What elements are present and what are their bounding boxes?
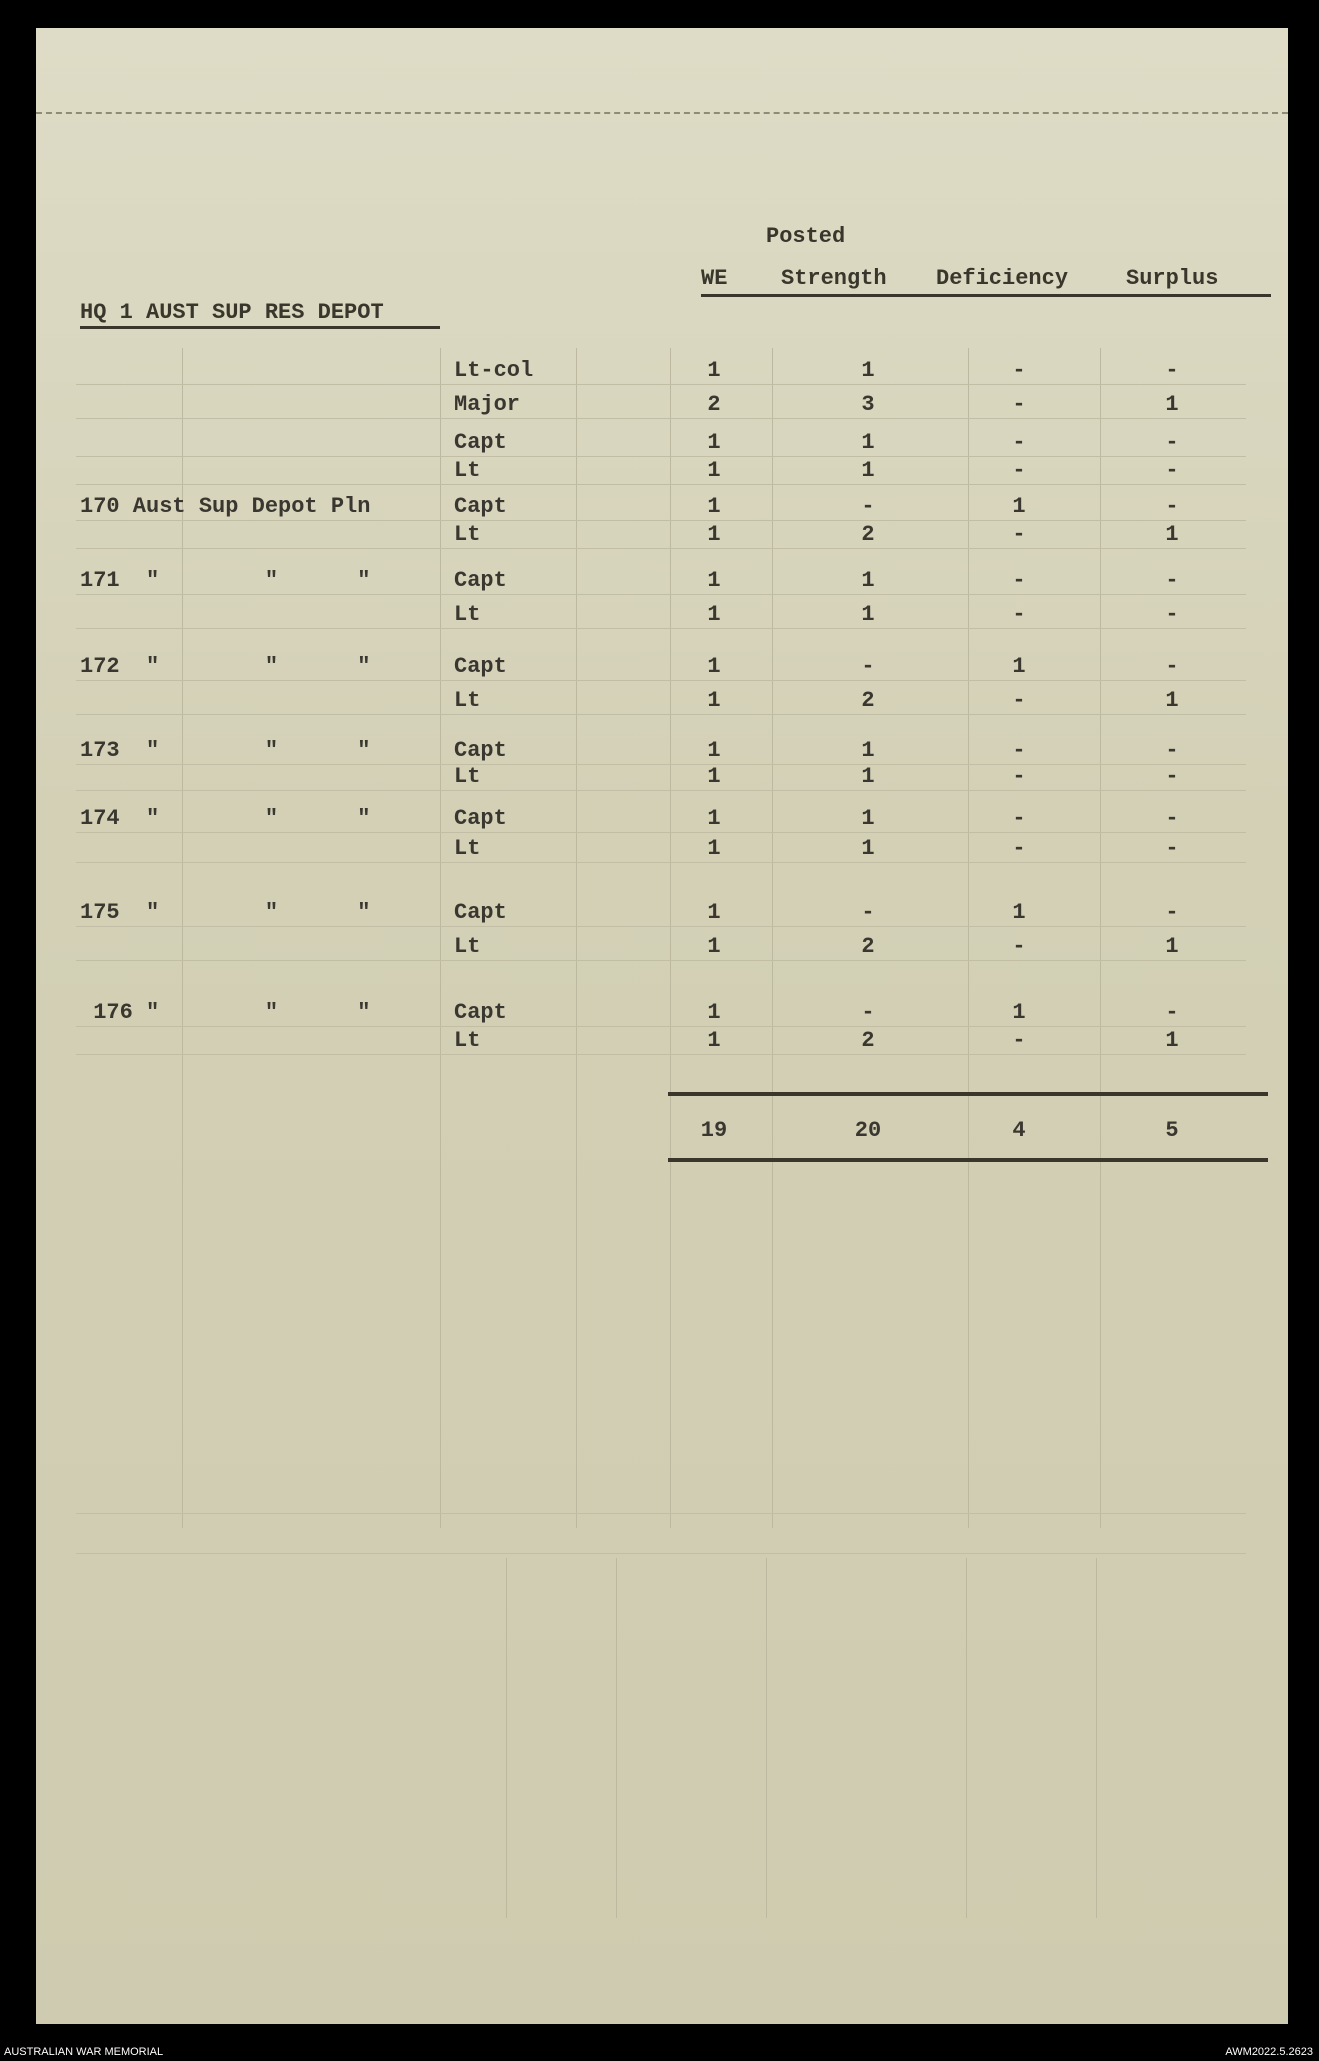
- row-we: 1: [707, 568, 721, 593]
- row-rule: [76, 456, 1246, 457]
- row-deficiency: -: [1012, 1028, 1026, 1053]
- totals-rule-bottom: [668, 1158, 1268, 1162]
- row-rule: [76, 714, 1246, 715]
- totals-rule-top: [668, 1092, 1268, 1096]
- form-grid-line: [440, 348, 441, 1528]
- row-strength: -: [861, 1000, 875, 1025]
- row-deficiency: -: [1012, 458, 1026, 483]
- row-rule: [76, 862, 1246, 863]
- form-grid-line: [766, 1558, 767, 1918]
- row-rule: [76, 926, 1246, 927]
- form-grid-line: [1100, 348, 1101, 1528]
- row-we: 1: [707, 358, 721, 383]
- row-deficiency: 1: [1012, 494, 1026, 519]
- row-strength: 3: [861, 392, 875, 417]
- row-unit: 176 " " ": [80, 1000, 371, 1025]
- row-surplus: 1: [1165, 392, 1179, 417]
- row-surplus: -: [1165, 654, 1179, 679]
- row-we: 1: [707, 934, 721, 959]
- row-surplus: -: [1165, 458, 1179, 483]
- row-we: 1: [707, 688, 721, 713]
- form-grid-line: [772, 348, 773, 1528]
- row-surplus: 1: [1165, 522, 1179, 547]
- row-surplus: -: [1165, 836, 1179, 861]
- row-unit: 174 " " ": [80, 806, 371, 831]
- row-deficiency: -: [1012, 688, 1026, 713]
- row-we: 1: [707, 836, 721, 861]
- row-rule: [76, 764, 1246, 765]
- row-surplus: 1: [1165, 688, 1179, 713]
- row-rule: [76, 1054, 1246, 1055]
- row-rank: Capt: [454, 1000, 507, 1025]
- row-rule: [76, 548, 1246, 549]
- row-we: 1: [707, 522, 721, 547]
- row-deficiency: 1: [1012, 1000, 1026, 1025]
- footer-left: AUSTRALIAN WAR MEMORIAL: [4, 2046, 164, 2058]
- row-rank: Lt: [454, 458, 481, 483]
- form-grid-line: [76, 1513, 1246, 1514]
- row-deficiency: -: [1012, 806, 1026, 831]
- posted-label: Posted: [766, 224, 846, 249]
- row-deficiency: -: [1012, 934, 1026, 959]
- row-deficiency: -: [1012, 358, 1026, 383]
- row-rank: Lt: [454, 764, 481, 789]
- row-strength: 2: [861, 1028, 875, 1053]
- row-rule: [76, 960, 1246, 961]
- row-surplus: -: [1165, 900, 1179, 925]
- row-surplus: 1: [1165, 1028, 1179, 1053]
- row-unit: 170 Aust Sup Depot Pln: [80, 494, 371, 519]
- row-rule: [76, 418, 1246, 419]
- row-rank: Lt: [454, 602, 481, 627]
- row-we: 1: [707, 1000, 721, 1025]
- row-strength: -: [861, 654, 875, 679]
- row-we: 1: [707, 900, 721, 925]
- row-rank: Capt: [454, 568, 507, 593]
- row-rule: [76, 520, 1246, 521]
- row-rank: Lt: [454, 934, 481, 959]
- row-deficiency: -: [1012, 602, 1026, 627]
- unit-title: HQ 1 AUST SUP RES DEPOT: [80, 300, 384, 325]
- row-we: 1: [707, 458, 721, 483]
- row-strength: 1: [861, 806, 875, 831]
- row-rule: [76, 1026, 1246, 1027]
- row-unit: 173 " " ": [80, 738, 371, 763]
- row-rank: Major: [454, 392, 521, 417]
- row-rank: Capt: [454, 494, 507, 519]
- row-strength: -: [861, 900, 875, 925]
- total-surplus: 5: [1165, 1118, 1179, 1143]
- row-strength: 1: [861, 836, 875, 861]
- total-deficiency: 4: [1012, 1118, 1026, 1143]
- row-rank: Capt: [454, 430, 507, 455]
- row-surplus: 1: [1165, 934, 1179, 959]
- row-strength: 1: [861, 458, 875, 483]
- row-unit: 175 " " ": [80, 900, 371, 925]
- row-rule: [76, 680, 1246, 681]
- perforation-line: [36, 112, 1288, 114]
- row-strength: 1: [861, 568, 875, 593]
- row-surplus: -: [1165, 738, 1179, 763]
- col-surplus-header: Surplus: [1126, 266, 1219, 291]
- row-surplus: -: [1165, 568, 1179, 593]
- unit-title-underline: [80, 326, 440, 329]
- row-we: 1: [707, 430, 721, 455]
- form-grid-line: [670, 348, 671, 1528]
- document-page: [36, 28, 1288, 2024]
- form-grid-line: [76, 1553, 1246, 1554]
- form-grid-line: [616, 1558, 617, 1918]
- row-deficiency: -: [1012, 568, 1026, 593]
- row-surplus: -: [1165, 358, 1179, 383]
- row-rank: Lt: [454, 522, 481, 547]
- row-rule: [76, 832, 1246, 833]
- col-we-header: WE: [701, 266, 728, 291]
- row-strength: 2: [861, 934, 875, 959]
- row-rule: [76, 384, 1246, 385]
- row-rule: [76, 484, 1246, 485]
- footer-right: AWM2022.5.2623: [1225, 2046, 1313, 2058]
- row-we: 1: [707, 654, 721, 679]
- row-rule: [76, 594, 1246, 595]
- row-we: 1: [707, 494, 721, 519]
- row-strength: 1: [861, 764, 875, 789]
- row-rank: Lt: [454, 1028, 481, 1053]
- row-rank: Lt: [454, 688, 481, 713]
- row-rank: Lt: [454, 836, 481, 861]
- row-deficiency: -: [1012, 522, 1026, 547]
- form-grid-line: [1096, 1558, 1097, 1918]
- row-strength: -: [861, 494, 875, 519]
- row-rank: Capt: [454, 654, 507, 679]
- row-unit: 171 " " ": [80, 568, 371, 593]
- total-we: 19: [700, 1118, 728, 1143]
- row-we: 1: [707, 602, 721, 627]
- row-we: 1: [707, 738, 721, 763]
- row-deficiency: 1: [1012, 654, 1026, 679]
- row-rule: [76, 790, 1246, 791]
- row-strength: 1: [861, 430, 875, 455]
- form-grid-line: [182, 348, 183, 1528]
- row-deficiency: -: [1012, 738, 1026, 763]
- row-deficiency: -: [1012, 836, 1026, 861]
- row-surplus: -: [1165, 764, 1179, 789]
- row-rank: Capt: [454, 900, 507, 925]
- row-strength: 1: [861, 738, 875, 763]
- form-grid-line: [506, 1558, 507, 1918]
- row-surplus: -: [1165, 1000, 1179, 1025]
- form-grid-line: [576, 348, 577, 1528]
- row-rank: Capt: [454, 806, 507, 831]
- row-rank: Capt: [454, 738, 507, 763]
- row-strength: 2: [861, 688, 875, 713]
- row-surplus: -: [1165, 602, 1179, 627]
- row-strength: 1: [861, 602, 875, 627]
- row-deficiency: -: [1012, 764, 1026, 789]
- row-surplus: -: [1165, 494, 1179, 519]
- row-unit: 172 " " ": [80, 654, 371, 679]
- total-strength: 20: [854, 1118, 882, 1143]
- row-we: 1: [707, 764, 721, 789]
- archive-footer: [0, 2045, 1319, 2061]
- row-deficiency: 1: [1012, 900, 1026, 925]
- header-underline: [701, 294, 1271, 297]
- form-grid-line: [966, 1558, 967, 1918]
- row-strength: 1: [861, 358, 875, 383]
- col-deficiency-header: Deficiency: [936, 266, 1069, 291]
- form-grid-line: [968, 348, 969, 1528]
- row-we: 1: [707, 806, 721, 831]
- row-strength: 2: [861, 522, 875, 547]
- row-deficiency: -: [1012, 392, 1026, 417]
- row-we: 2: [707, 392, 721, 417]
- row-deficiency: -: [1012, 430, 1026, 455]
- row-surplus: -: [1165, 430, 1179, 455]
- row-rule: [76, 628, 1246, 629]
- row-surplus: -: [1165, 806, 1179, 831]
- row-rank: Lt-col: [454, 358, 534, 383]
- col-strength-header: Strength: [781, 266, 887, 291]
- row-we: 1: [707, 1028, 721, 1053]
